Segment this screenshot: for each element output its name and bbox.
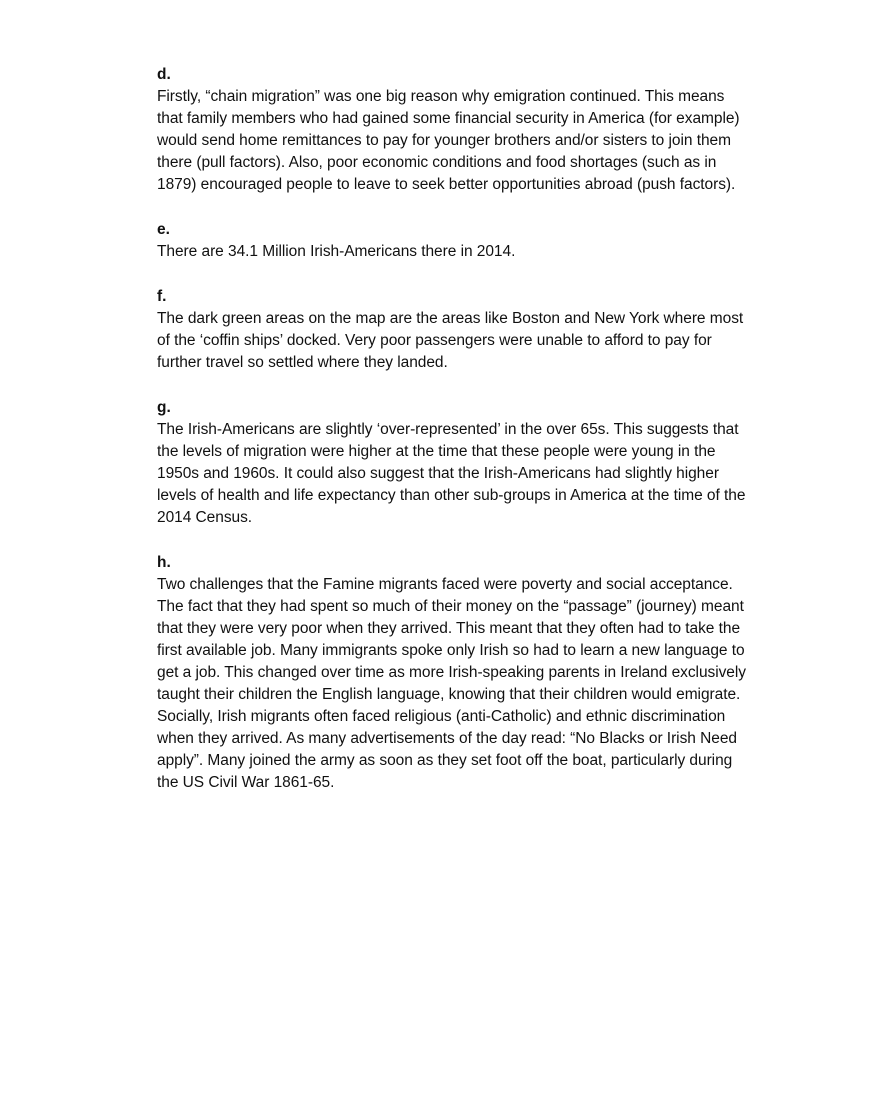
answer-text: Two challenges that the Famine migrants faced were poverty and social acceptance. The fact that they had spent so much of their money on the “passage” (journey) meant that they were very poor when they arrived. This meant that they often had to take the first available job. Many immigrants spoke only Irish so had to learn a new language to get a job. This changed over time as more Irish-speaking parents in Ireland exclusively taught their children the English language, knowing that their children would emigrate. Socially, Irish migrants often faced religious (anti-Catholic) and ethnic discrimination when they arrived. As many advertisements of the day read: “No Blacks or Irish Need apply”. Many joined the army as soon as they set foot off the boat, particularly during the US Civil War 1861-65. <box>157 576 746 791</box>
answer-text: The dark green areas on the map are the areas like Boston and New York where most of the ‘coffin ships’ docked. Very poor passengers were unable to afford to pay for further travel so settled where they landed. <box>157 310 744 371</box>
answer-text: Firstly, “chain migration” was one big reason why emigration continued. This means that family members who had gained some financial security in America (for example) would send home remittances to pay for younger brothers and/or sisters to join them there (pull factors). Also, poor economic conditions and food shortages (such as in 1879) encouraged people to leave to seek better opportunities abroad (push factors). <box>157 88 740 193</box>
question-letter: f. <box>157 288 167 305</box>
question-letter: g. <box>157 399 171 416</box>
answer-d <box>157 64 747 196</box>
answer-text: There are 34.1 Million Irish-Americans there in 2014. <box>157 243 516 260</box>
question-letter: d. <box>157 66 171 83</box>
document-page <box>157 64 747 817</box>
answer-h <box>157 552 747 794</box>
question-letter: e. <box>157 221 170 238</box>
answer-g <box>157 397 747 529</box>
answer-e <box>157 219 747 263</box>
question-letter: h. <box>157 554 171 571</box>
answer-f <box>157 286 747 374</box>
answer-text: The Irish-Americans are slightly ‘over-represented’ in the over 65s. This suggests that the levels of migration were higher at the time that these people were young in the 1950s and 1960s. It could also suggest that the Irish-Americans had slightly higher levels of health and life expectancy than other sub-groups in America at the time of the 2014 Census. <box>157 421 746 526</box>
